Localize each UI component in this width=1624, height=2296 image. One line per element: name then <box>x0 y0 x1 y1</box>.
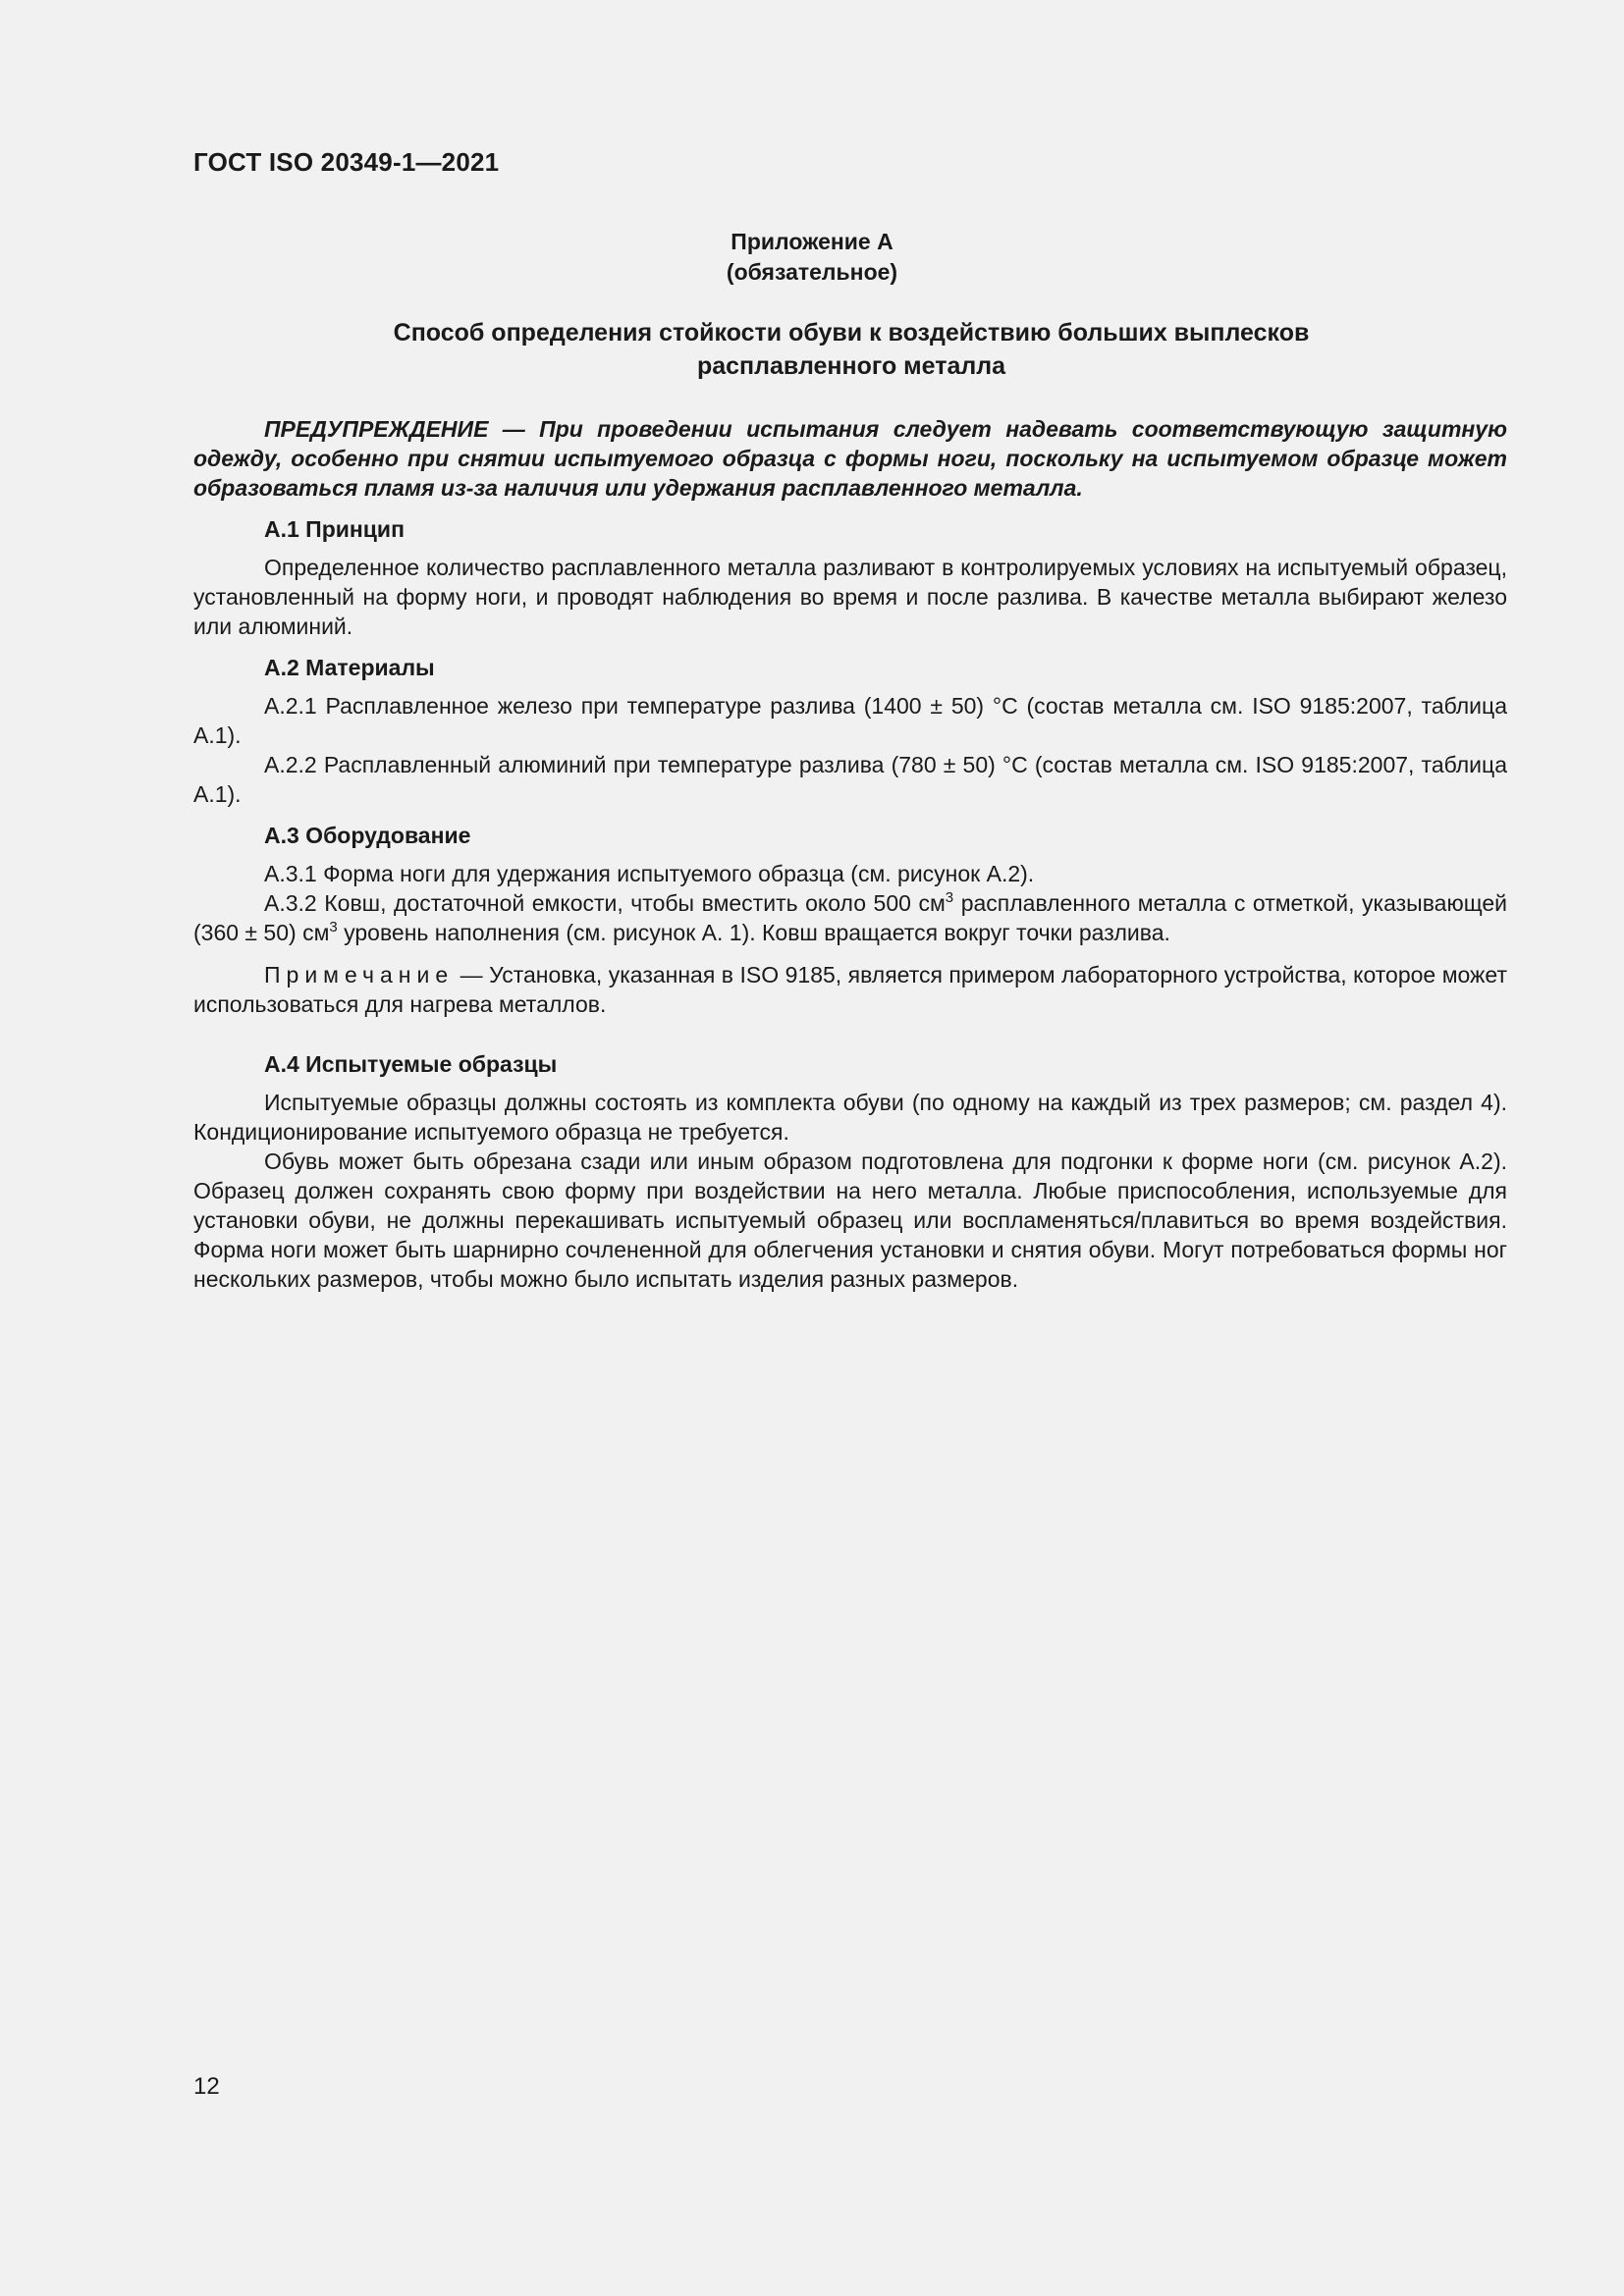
warning-paragraph: ПРЕДУПРЕЖДЕНИЕ — При проведении испытания следует надевать соответствующую защитную одежду, особенно при снятии испытуемого образца с формы ноги, поскольку на испытуемом образце может образоваться пламя из-за наличия или удержания расплавленного металла. <box>193 416 1507 501</box>
clause-a2-2: А.2.2 Расплавленный алюминий при температуре разлива (780 ± 50) °С (состав металла см. ISO 9185:2007, таблица А.1). <box>193 752 1507 807</box>
appendix-title-line-2: расплавленного металла <box>696 352 1006 380</box>
clause-a3-2-part-2: расплавленного металла с отметкой, указывающей (360 ± 50) см <box>193 890 1507 945</box>
section-heading-a4: А.4 Испытуемые образцы <box>264 1051 558 1077</box>
document-body <box>193 414 1507 1294</box>
page-number: 12 <box>193 2073 220 2100</box>
section-heading-a2: А.2 Материалы <box>264 655 435 680</box>
document-header: ГОСТ ISO 20349-1—2021 <box>193 147 500 177</box>
clause-a3-2 <box>193 888 1507 947</box>
note-label: Примечание <box>264 962 455 988</box>
appendix-heading <box>0 227 1624 288</box>
clause-a2-1: А.2.1 Расплавленное железо при температуре разлива (1400 ± 50) °С (состав металла см. ISO 9185:2007, таблица А.1). <box>193 693 1507 748</box>
superscript-cubed: 3 <box>945 889 954 906</box>
note-text: — Установка, указанная в ISO 9185, является примером лабораторного устройства, которое может использоваться для нагрева металлов. <box>193 962 1507 1017</box>
section-heading-a1: А.1 Принцип <box>264 516 405 542</box>
section-a4-text-2: Обувь может быть обрезана сзади или иным образом подготовлена для подгонки к форме ноги (см. рисунок А.2). Образец должен сохранять свою форму при воздействии на него металла. Любые приспособления, используемые для установки обуви, не должны перекашивать испытуемый образец или воспламеняться/плавиться во время воздействия. Форма ноги может быть шарнирно сочлененной для облегчения установки и снятия обуви. Могут потребоваться формы ног нескольких размеров, чтобы можно было испытать изделия разных размеров. <box>193 1148 1507 1292</box>
note-paragraph <box>193 960 1507 1019</box>
appendix-status: (обязательное) <box>726 259 898 285</box>
section-a4-text-1: Испытуемые образцы должны состоять из комплекта обуви (по одному на каждый из трех размеров; см. раздел 4). Кондиционирование испытуемого образца не требуется. <box>193 1090 1507 1145</box>
superscript-cubed: 3 <box>329 919 338 935</box>
section-heading-a3: А.3 Оборудование <box>264 823 471 848</box>
appendix-title-line-1: Способ определения стойкости обуви к воздействию больших выплесков <box>393 319 1310 347</box>
clause-a3-2-part-3: уровень наполнения (см. рисунок А. 1). Ковш вращается вокруг точки разлива. <box>337 920 1170 945</box>
appendix-label: Приложение А <box>731 229 893 254</box>
section-a1-text: Определенное количество расплавленного металла разливают в контролируемых условиях на испытуемый образец, установленный на форму ноги, и проводят наблюдения во время и после разлива. В качестве металла выбирают железо или алюминий. <box>193 555 1507 639</box>
clause-a3-2-part-1: А.3.2 Ковш, достаточной емкости, чтобы вместить около 500 см <box>264 890 946 916</box>
appendix-title <box>0 316 1624 383</box>
clause-a3-1: А.3.1 Форма ноги для удержания испытуемого образца (см. рисунок А.2). <box>264 861 1035 886</box>
